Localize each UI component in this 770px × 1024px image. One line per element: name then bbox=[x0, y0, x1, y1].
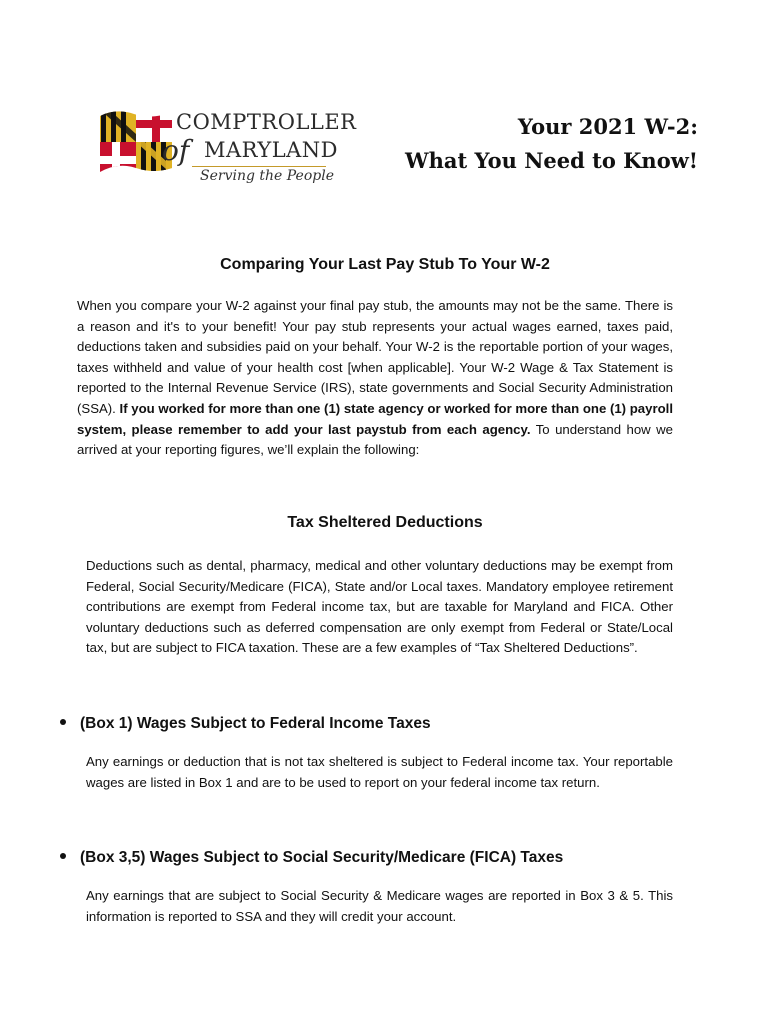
comptroller-logo bbox=[96, 106, 357, 198]
box1-paragraph: Any earnings or deduction that is not tax sheltered is subject to Federal income tax. Your reportable wages are listed in Box 1 and are to be used to report on your federal income tax return. bbox=[86, 754, 673, 790]
comparing-bold-note: If you worked for more than one (1) state agency or worked for more than one (1) payroll system, please remember to add your last paystub from each agency. bbox=[77, 400, 673, 437]
logo-tagline: Serving the People bbox=[200, 168, 334, 184]
comparing-text: When you compare your W-2 against your final pay stub, the amounts may not be the same. There is a reason and it's to your benefit! Your pay stub represents your actual wages earned, taxes paid, deductions taken and subsidies paid on your behalf. Your W-2 is the reportable portion of your wages, taxes withheld and value of your health cost [when applicable]. Your W-2 Wage & Tax Statement is reported to the Internal Revenue Service (IRS), state governments and Social Security Administration (SSA). bbox=[77, 298, 673, 416]
box35-heading-text: (Box 3,5) Wages Subject to Social Security/Medicare (FICA) Taxes bbox=[80, 849, 564, 866]
logo-text-maryland: MARYLAND bbox=[204, 138, 339, 162]
logo-text-comptroller: COMPTROLLER bbox=[176, 110, 357, 134]
page-title-line1: Your 2021 W-2: bbox=[517, 114, 698, 139]
logo-divider bbox=[192, 166, 326, 167]
section-heading-comparing: Comparing Your Last Pay Stub To Your W-2 bbox=[220, 256, 550, 273]
section-paragraph-comparing bbox=[77, 296, 673, 461]
section-heading-tax-sheltered: Tax Sheltered Deductions bbox=[287, 514, 483, 531]
bullet-icon bbox=[60, 853, 66, 859]
bullet-heading-box35 bbox=[60, 849, 563, 867]
bullet-icon bbox=[60, 719, 66, 725]
page-title-line2: What You Need to Know! bbox=[405, 148, 698, 173]
box1-heading-text: (Box 1) Wages Subject to Federal Income Taxes bbox=[80, 715, 431, 732]
bullet-heading-box1 bbox=[60, 715, 431, 733]
box35-paragraph: Any earnings that are subject to Social Security & Medicare wages are reported in Box 3 & 5. This information is reported to SSA and they will credit your account. bbox=[86, 888, 673, 924]
comparing-text-end: To understand how we arrived at your reporting figures, we’ll explain the following: bbox=[77, 421, 673, 458]
logo-text-of: of bbox=[162, 134, 190, 167]
page-title bbox=[405, 110, 698, 178]
section-paragraph-tax-sheltered: Deductions such as dental, pharmacy, medical and other voluntary deductions may be exempt from Federal, Social Security/Medicare (FICA), State and/or Local taxes. Mandatory employee retirement contributions are exempt from Federal income tax, but are taxable for Maryland and FICA. Other voluntary deductions such as deferred compensation are only exempt from Federal or State/Local tax, but are subject to FICA taxation. These are a few examples of “Tax Sheltered Deductions”. bbox=[86, 558, 673, 656]
